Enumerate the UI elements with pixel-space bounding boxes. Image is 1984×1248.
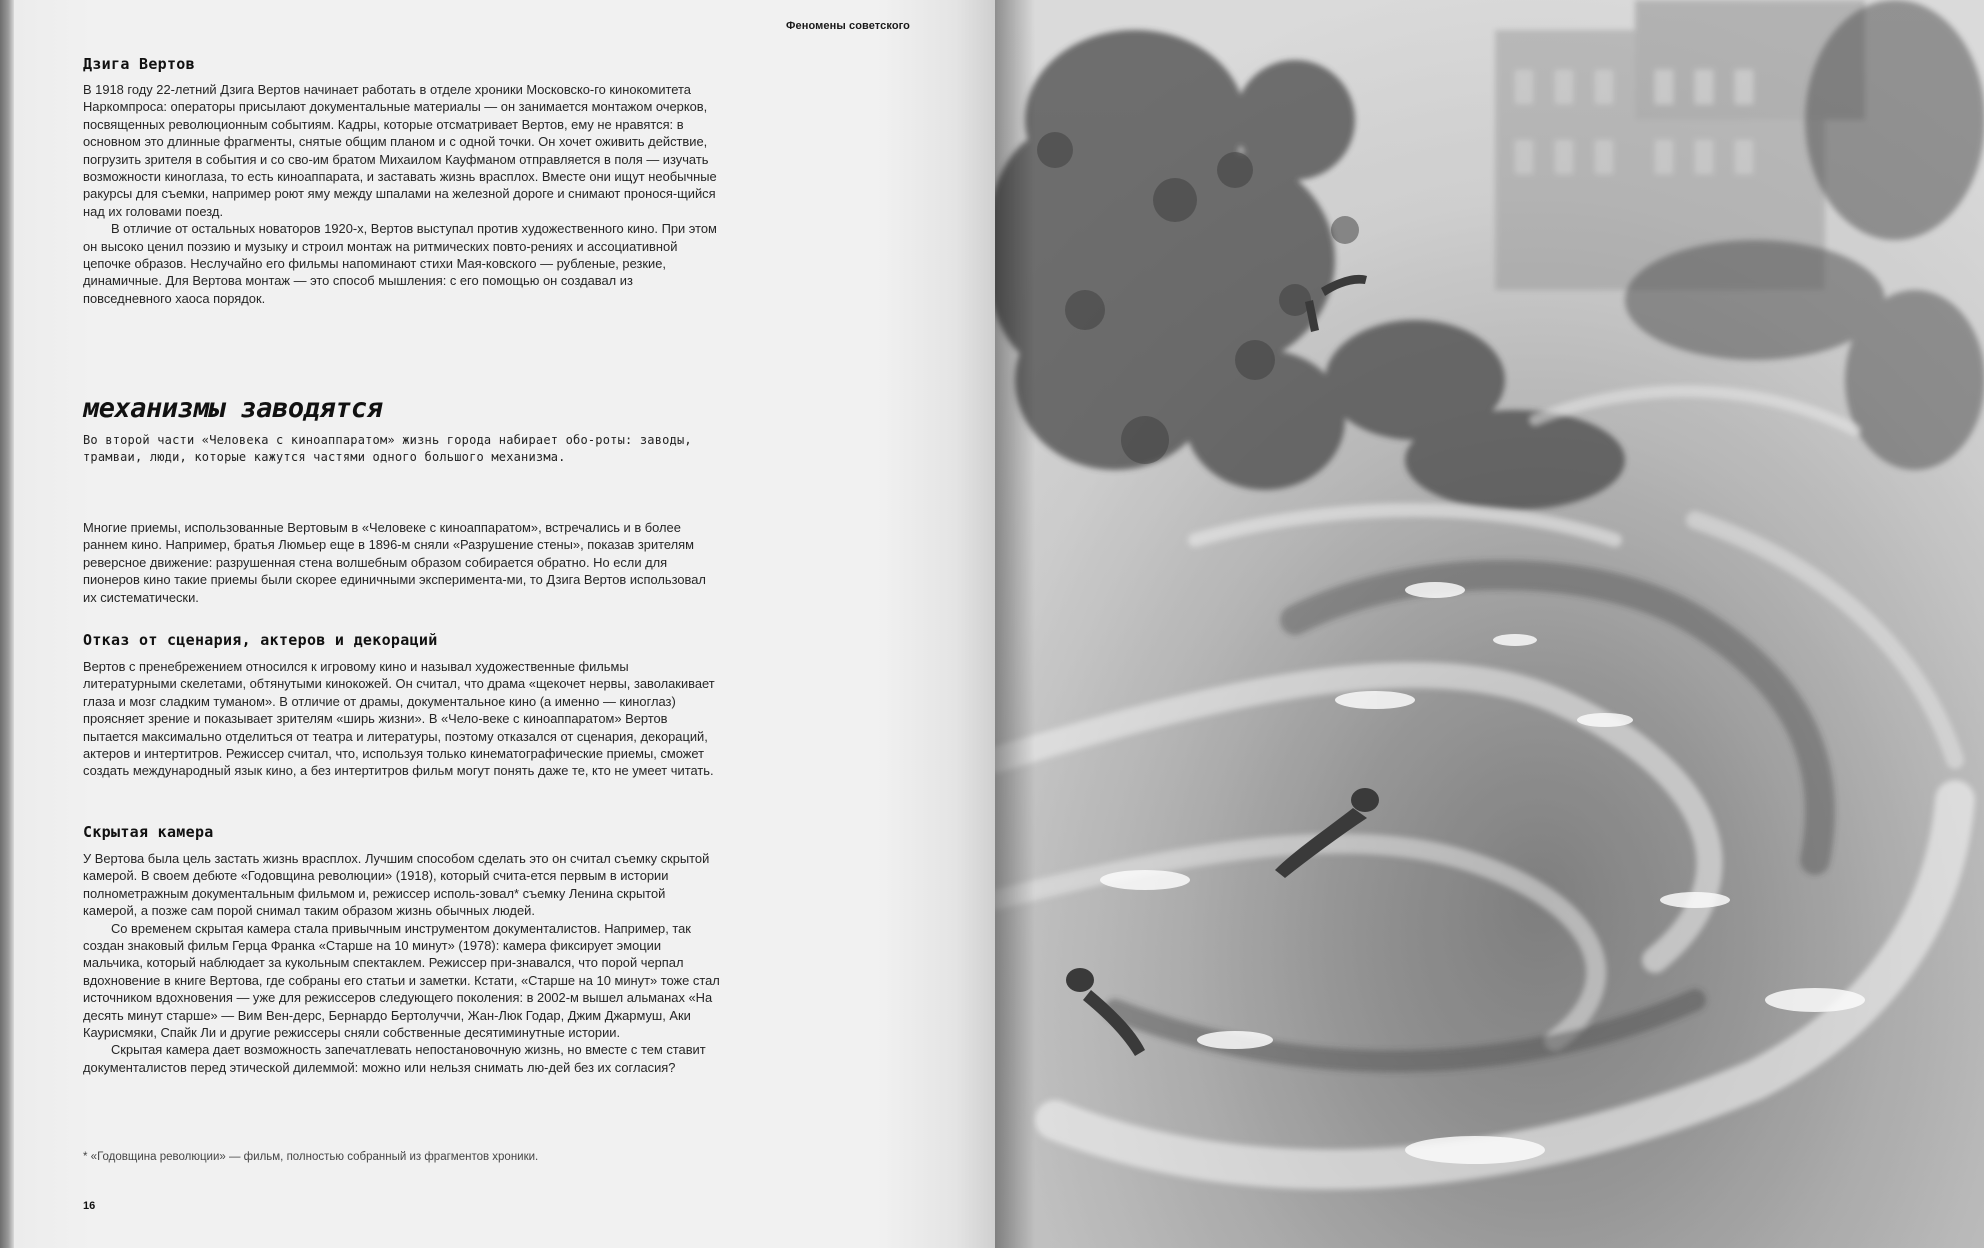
paragraph: Многие приемы, использованные Вертовым в «Человеке с киноаппаратом», встречались и в более раннем кино. Например, братья Люмьер еще в 1896-м сняли «Разрушение стены», показав зрителям реверсное движение: разрушенная стена волшебным образом собирается обратно. Но если для пионеров кино такие приемы были скорее единичными эксперимента-ми, то Дзига Вертов использовал их систематически. [83,520,706,605]
section-hidden-camera [83,823,723,1076]
section-refusal [83,631,723,780]
paragraph: Со временем скрытая камера стала привычным инструментом документалистов. Например, так создан знаковый фильм Герца Франка «Старше на 10 минут» (1978): камера фиксирует эмоции мальчика, который наблюдает за кукольным спектаклем. Режиссер при-знавался, что порой черпал вдохновение в книге Вертова, где собраны его статьи и заметки. Кстати, «Старше на 10 минут» тоже стал источником вдохновения — уже для режиссеров следующего поколения: в 2002-м вышел альманах «На десять минут старше» — Вим Вен-дерс, Бернардо Бертолуччи, Жан-Люк Годар, Джим Джармуш, Аки Каурисмяки, Спайк Ли и другие режиссеры сняли собственные десятиминутные истории. [83,920,720,1041]
paragraph: В отличие от остальных новаторов 1920-х, Вертов выступал против художественного кино. При этом он высоко ценил поэзию и музыку и строил монтаж на ритмических повто-рениях и ассоциативной цепочке образов. Неслучайно его фильмы напоминают стихи Мая-ковского — рубленые, резкие, динамичные. Для Вертова монтаж — это способ мышления: с его помощью он создавал из повседневного хаоса порядок. [83,221,717,306]
footnote: * «Годовщина революции» — фильм, полностью собранный из фрагментов хроники. [83,1151,539,1163]
paragraph: Вертов с пренебрежением относился к игровому кино и называл художественные фильмы литературными скелетами, обтянутыми кинокожей. Он считал, что драма «щекочет нервы, заволакивает глаза и мозг сладким туманом». В отличие от драмы, документальное кино (а именно — киноглаз) проясняет зрение и показывает зрителям «ширь жизни». В «Чело-веке с киноаппаратом» Вертов пытается максимально отделиться от театра и литературы, поэтому отказался от сценария, декораций, актеров и интертитров. Режиссер считал, что, используя только кинематографические приемы, сможет создать международный язык кино, а без интертитров фильм могут понять даже те, кто не умеет читать. [83,659,715,779]
lead-paragraph: Во второй части «Человека с киноаппаратом» жизнь города набирает обо-роты: заводы, трамваи, люди, которые кажутся частями одного большого механизма. [83,433,692,465]
mechanisms-body [83,519,723,606]
section-heading-refusal: Отказ от сценария, актеров и декораций [83,631,438,649]
page-number: 16 [83,1200,96,1212]
right-page [995,0,1984,1248]
page-edge [0,0,14,1248]
hidden-camera-text [83,850,723,1076]
running-head: Феномены советского [786,20,910,32]
section-heading-mechanisms: механизмы заводятся [83,393,383,424]
section-heading-hidden-camera: Скрытая камера [83,823,214,841]
section-vertov [83,55,723,307]
mechanisms-text [83,519,723,606]
refusal-text [83,658,723,780]
footnote-block [83,1151,723,1163]
section-mechanisms [83,393,723,467]
paragraph: Скрытая камера дает возможность запечатлевать непостановочную жизнь, но вместе с тем ставит документалистов перед этической дилеммой: можно или нельзя снимать лю-дей без их согласия? [83,1042,706,1075]
section-heading-vertov: Дзига Вертов [83,55,195,73]
left-page [14,0,995,1248]
gutter-shadow [995,0,1035,1248]
vertov-text [83,81,723,307]
water-swirl-illustration-icon [995,0,1984,1248]
paragraph: В 1918 году 22-летний Дзига Вертов начинает работать в отделе хроники Московско-го кинокомитета Наркомпроса: операторы присылают документальные материалы — он занимается монтажом очерков, посвященных революционным событиям. Кадры, которые отсматривает Вертов, ему не нравятся: в основном это длинные фрагменты, снятые общим планом и с одной точки. Он хочет оживить действие, погрузить зрителя в события и со сво-им братом Михаилом Кауфманом отправляется в поля — изучать возможности киноглаза, то есть киноаппарата, и заставать жизнь врасплох. Вместе они ищут необычные ракурсы для съемки, например роют яму между шпалами на железной дороге и снимают проноcя-щийся над их головами поезд. [83,82,717,219]
paragraph: У Вертова была цель застать жизнь врасплох. Лучшим способом сделать это он считал съемку скрытой камерой. В своем дебюте «Годовщина революции» (1918), который счита-ется первым в истории полнометражным документальным фильмом и, режиссер исполь-зовал* съемку Ленина скрытой камерой, а позже сам порой снимал таким образом жизнь обычных людей. [83,851,710,919]
